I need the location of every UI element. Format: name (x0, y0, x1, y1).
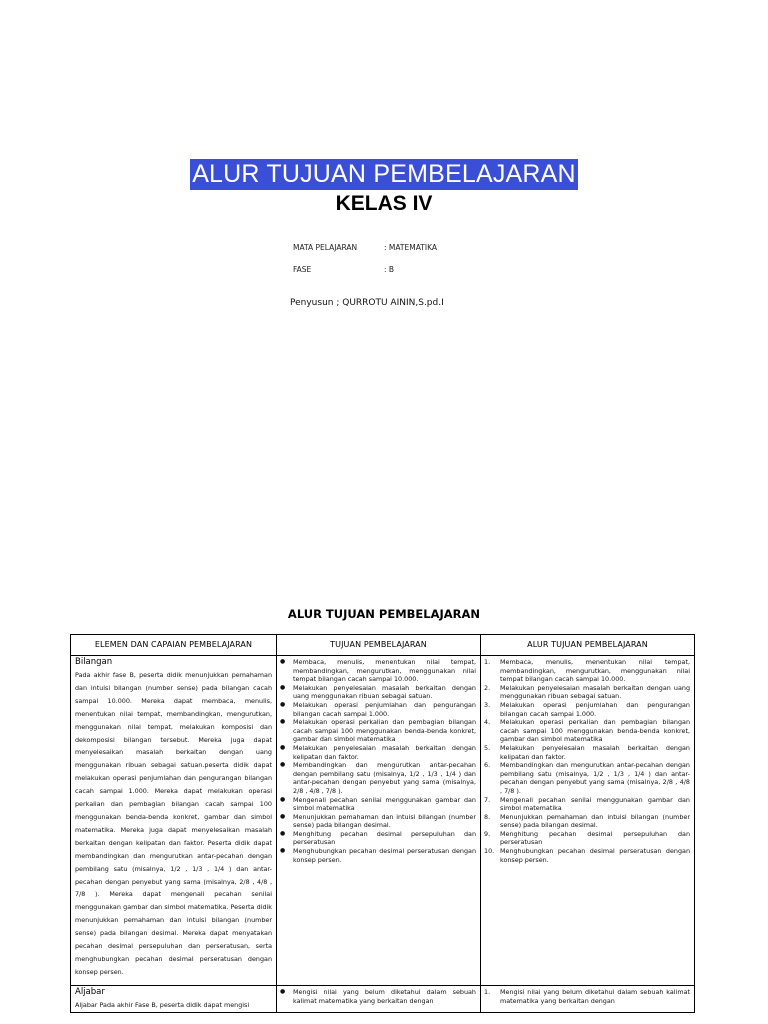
list-item: ● Membandingkan dan mengurutkan antar-pecahan dengan pembilang satu (misalnya, 1/2 , 1/3 , 1/4 ) dan antar-pecahan dengan penyebut yang sama (misalnya, 2/8 , 4/8 , 7/8 ). (280, 761, 476, 795)
bullet-icon: ● (280, 829, 286, 837)
list-item: 6. Membandingkan dan mengurutkan antar-pecahan dengan pembilang satu (misalnya, 1/2 , 1/3 , 1/4 ) dan antar-pecahan dengan penyebut yang sama (misalnya, 2/8 , 4/8 , 7/8 ). (484, 761, 690, 795)
list-item: ● Membaca, menulis, menentukan nilai tempat, membandingkan, mengurutkan, menggunakan nilai tempat bilangan cacah sampai 10.000. (280, 658, 476, 684)
elemen-name: Aljabar (75, 987, 105, 997)
bullet-icon: ● (280, 988, 286, 995)
list-item: ● Melakukan penyelesaian masalah berkaitan dengan uang menggunakan ribuan sebagai satuan. (280, 683, 476, 701)
elemen-name: Bilangan (75, 657, 113, 667)
mapel-value: : MATEMATIKA (384, 243, 437, 252)
list-item: 7. Mengenali pecahan senilai menggunakan gambar dan simbol matematika (484, 795, 690, 813)
bullet-icon: ● (280, 718, 286, 726)
elemen-cell (71, 986, 277, 1013)
alur-list (481, 988, 690, 1005)
bullet-icon: ● (280, 761, 286, 769)
alur-cell (481, 656, 695, 986)
list-item: 10. Menghubungkan pecahan desimal perseratusan dengan konsep persen. (484, 847, 690, 864)
bullet-icon: ● (280, 683, 286, 691)
list-item: ● Melakukan operasi penjumlahan dan pengurangan bilangan cacah sampai 1.000. (280, 700, 476, 718)
list-item: 1. Mengisi nilai yang belum diketahui dalam sebuah kalimat matematika yang berkaitan dengan (484, 988, 690, 1005)
table-row (71, 986, 695, 1013)
list-item: 5. Melakukan penyelesaian masalah berkaitan dengan kelipatan dan faktor. (484, 743, 690, 761)
list-item: 4. Melakukan operasi perkalian dan pembagian bilangan cacah sampai 100 menggunakan benda-benda konkret, gambar dan simbol matematika (484, 718, 690, 744)
list-item: 3. Melakukan operasi penjumlahan dan pengurangan bilangan cacah sampai 1.000. (484, 700, 690, 718)
tujuan-cell (277, 656, 481, 986)
table-header-row (71, 635, 695, 656)
bullet-icon: ● (280, 847, 286, 855)
list-item: ● Melakukan penyelesaian masalah berkaitan dengan kelipatan dan faktor. (280, 743, 476, 761)
section-title: ALUR TUJUAN PEMBELAJARAN (287, 607, 481, 621)
list-item: 1. Membaca, menulis, menentukan nilai tempat, membandingkan, mengurutkan, menggunakan nilai tempat bilangan cacah sampai 10.000. (484, 658, 690, 684)
table-row (71, 656, 695, 986)
alur-list (481, 658, 690, 864)
mapel-label: MATA PELAJARAN (293, 243, 358, 252)
tujuan-cell (277, 986, 481, 1013)
capaian-text: Aljabar Pada akhir Fase B, peserta didik dapat mengisi (75, 1001, 250, 1009)
tujuan-list (277, 658, 476, 864)
bullet-icon: ● (280, 743, 286, 751)
list-item: ● Menghubungkan pecahan desimal perseratusan dengan konsep persen. (280, 847, 476, 864)
list-item: ● Mengisi nilai yang belum diketahui dalam sebuah kalimat matematika yang berkaitan dengan (280, 988, 476, 1005)
list-item: 8. Menunjukkan pemahaman dan intuisi bilangan (number sense) pada bilangan desimal. (484, 812, 690, 830)
document-title: ALUR TUJUAN PEMBELAJARAN (190, 159, 578, 190)
header-alur: ALUR TUJUAN PEMBELAJARAN (481, 635, 695, 656)
bullet-icon: ● (280, 812, 286, 820)
list-item: 2. Melakukan penyelesaian masalah berkaitan dengan uang menggunakan ribuan sebagai satuan. (484, 683, 690, 701)
bullet-icon: ● (280, 700, 286, 708)
fase-label: FASE (293, 265, 312, 274)
header-elemen: ELEMEN DAN CAPAIAN PEMBELAJARAN (71, 635, 277, 656)
header-tujuan: TUJUAN PEMBELAJARAN (277, 635, 481, 656)
alur-cell (481, 986, 695, 1013)
bullet-icon: ● (280, 658, 286, 665)
bullet-icon: ● (280, 795, 286, 803)
capaian-text: Pada akhir fase B, peserta didik menunjukkan pemahaman dan intuisi bilangan (number sense) pada bilangan cacah sampai 10.000. Mereka dapat membaca, menulis, menentukan nilai tempat, membandingkan, mengurutkan, menggunakan nilai tempat, melakukan komposisi dan dekomposisi bilangan tersebut. Mereka juga dapat menyelesaikan masalah berkaitan dengan uang menggunakan ribuan sebagai satuan.peserta didik dapat melakukan operasi penjumlahan dan pengurangan bilangan cacah sampai 1.000. Mereka dapat melakukan operasi perkalian dan pembagian bilangan cacah sampai 100 menggunakan benda-benda konkret, gambar dan simbol matematika. Mereka juga dapat menyelesaikan masalah berkaitan dengan kelipatan dan faktor. Peserta didik dapat membandingkan dan mengurutkan antar-pecahan dengan pembilang satu (misalnya, 1/2 , 1/3 , 1/4 ) dan antar-pecahan dengan penyebut yang sama (misalnya, 2/8 , 4/8 , 7/8 ). Mereka dapat mengenali pecahan senilai menggunakan gambar dan simbol matematika. Peserta didik menunjukkan pemahaman dan intuisi bilangan (number sense) pada bilangan desimal. Mereka dapat menyatakan pecahan desimal persepuluhan dan perseratusan, serta menghubungkan pecahan desimal perseratusan dengan konsep persen. (75, 671, 272, 976)
fase-value: : B (384, 265, 395, 274)
tujuan-list (277, 988, 476, 1005)
list-item: ● Melakukan operasi perkalian dan pembagian bilangan cacah sampai 100 menggunakan benda-benda konkret, gambar dan simbol matematika (280, 718, 476, 744)
class-subtitle: KELAS IV (335, 192, 433, 215)
author-line: Penyusun ; QURROTU AININ,S.pd.I (290, 298, 444, 308)
list-item: ● Menghitung pecahan desimal persepuluhan dan perseratusan (280, 829, 476, 847)
list-item: ● Menunjukkan pemahaman dan intuisi bilangan (number sense) pada bilangan desimal. (280, 812, 476, 830)
elemen-cell (71, 656, 277, 986)
list-item: ● Mengenali pecahan senilai menggunakan gambar dan simbol matematika (280, 795, 476, 813)
list-item: 9. Menghitung pecahan desimal persepuluhan dan perseratusan (484, 829, 690, 847)
atp-table (70, 634, 695, 1013)
